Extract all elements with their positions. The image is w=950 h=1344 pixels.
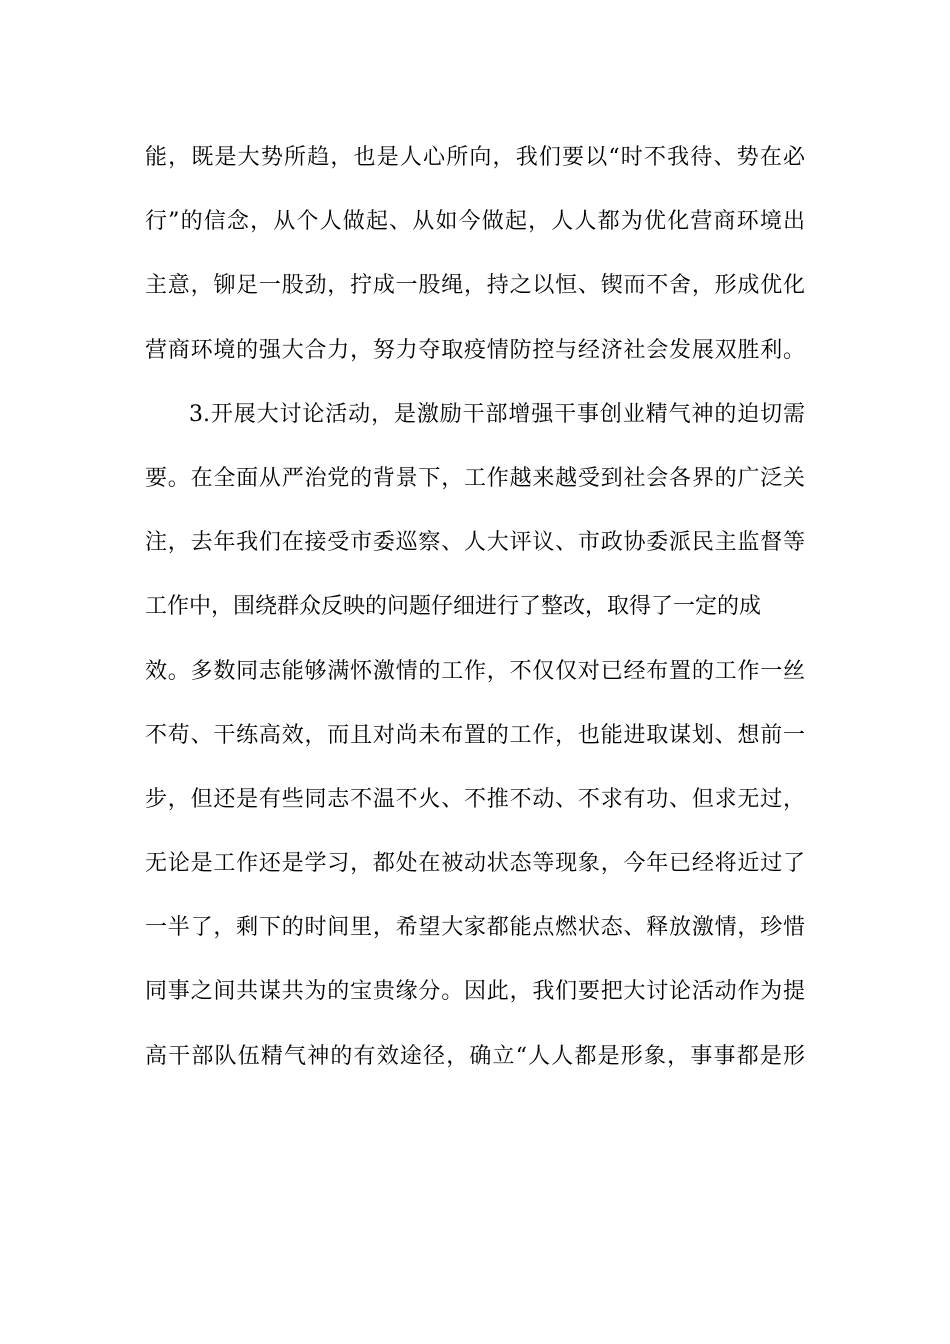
- text-line: 不苟、干练高效，而且对尚未布置的工作，也能进取谋划、想前一: [145, 722, 805, 748]
- text-line: 一半了，剩下的时间里，希望大家都能点燃状态、释放激情，珍惜: [145, 915, 805, 941]
- text-line: 营商环境的强大合力，努力夺取疫情防控与经济社会发展双胜利。: [145, 337, 805, 363]
- text-line: 步，但还是有些同志不温不火、不推不动、不求有功、但求无过，: [145, 786, 805, 812]
- text-line: 高干部队伍精气神的有效途径，确立“人人都是形象，事事都是形: [145, 1043, 805, 1069]
- text-line: 同事之间共谋共为的宝贵缘分。因此，我们要把大讨论活动作为提: [145, 979, 805, 1005]
- text-line: 行”的信念，从个人做起、从如今做起，人人都为优化营商环境出: [145, 209, 805, 235]
- body-text: [145, 126, 805, 1089]
- text-line: 工作中，围绕群众反映的问题仔细进行了整改，取得了一定的成: [145, 594, 762, 620]
- text-line: 要。在全面从严治党的背景下，工作越来越受到社会各界的广泛关: [145, 465, 805, 491]
- text-line: 无论是工作还是学习，都处在被动状态等现象，今年已经将近过了: [145, 851, 805, 877]
- paragraph-3-first-line: 3.开展大讨论活动，是激励干部增强干事创业精气神的迫切需: [189, 401, 805, 427]
- text-line: 能，既是大势所趋，也是人心所向，我们要以“时不我待、势在必: [145, 145, 805, 170]
- text-line: 主意，铆足一股劲，拧成一股绳，持之以恒、锲而不舍，形成优化: [145, 273, 805, 299]
- text-line: 效。多数同志能够满怀激情的工作，不仅仅对已经布置的工作一丝: [145, 658, 805, 684]
- text-line: 注，去年我们在接受市委巡察、人大评议、市政协委派民主监督等: [145, 530, 805, 556]
